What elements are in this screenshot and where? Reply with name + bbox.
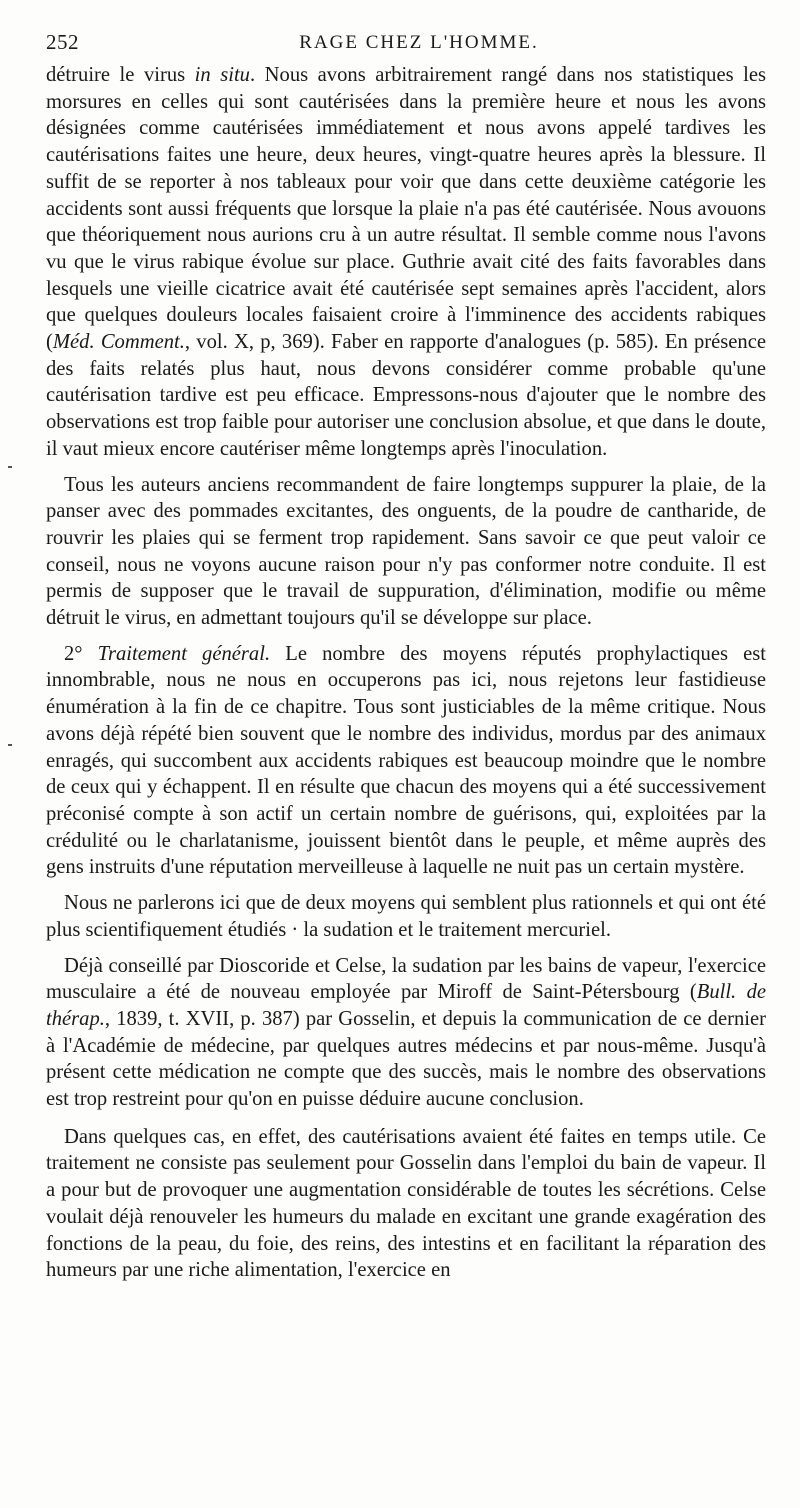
text-run: Déjà conseillé par Dioscoride et Celse, la sudation par les bains de vapeur, l'exercice musculaire a été de nouveau employée par Miroff de Saint-Pétersbourg (: [46, 954, 766, 1004]
margin-speck: [8, 744, 12, 746]
italic-run: in situ: [194, 64, 250, 86]
text-run: 2°: [64, 642, 98, 665]
text-run: Le nombre des moyens réputés prophylactiques est innombrable, nous ne nous en occuperons pas ici, nous rejetons leur fastidieuse énumération à la fin de ce chapitre. Tous sont justiciables de la même critique. Nous avons déjà répété bien souvent que le nombre des individus, mordus par des animaux enragés, qui succombent aux accidents rabiques est beaucoup moindre que le nombre de ceux qui y échappent. Il en résulte que chacun des moyens qui a été successivement préconisé compte à son actif un certain nombre de guérisons, qui, exploitées par la crédulité ou le charlatanisme, jouissent bientôt dans le peuple, et même auprès des gens instruits d'une réputation merveilleuse à laquelle ne nuit pas un certain mystère.: [46, 642, 767, 879]
paragraph-deux-moyens: Nous ne parlerons ici que de deux moyens qui semblent plus rationnels et qui ont été plus scientifiquement étudiés · la sudation et le traitement mercuriel.: [46, 892, 766, 941]
paragraph-secretions: Dans quelques cas, en effet, des cautérisations avaient été faites en temps utile. Ce traitement ne consiste pas seulement pour Gosselin dans l'emploi du bain de vapeur. Il a pour but de provoquer une augmentation considérable de toutes les sécrétions. Celse voulait déjà renouveler les humeurs du malade en excitant une grande exagération des fonctions de la peau, du foie, des reins, des intestins et en facilitant la réparation des humeurs par une riche alimentation, l'exercice en: [46, 1125, 766, 1282]
margin-speck: [8, 466, 12, 468]
italic-citation: Méd. Comment.: [52, 331, 185, 354]
section-heading-italic: Traitement général.: [97, 642, 271, 665]
paragraph-traitement-general: [46, 641, 766, 881]
paragraph-suppuration: Tous les auteurs anciens recommandent de faire longtemps suppurer la plaie, de la panser avec des pommades excitantes, des onguents, de la poudre de cantharide, de rouvrir les plaies qui se ferment trop rapidement. Sans savoir ce que peut valoir ce conseil, nous ne voyons aucune raison pour n'y pas conformer notre conduite. Il est permis de supposer que le travail de suppuration, d'élimination, modifie ou même détruit le virus, en admettant toujours qu'il se développe sur place.: [46, 473, 766, 630]
italic-citation: Bull. de thérap.: [46, 981, 767, 1030]
text-run: , vol. X, p, 369). Faber en rapporte d'analogues (p. 585). En présence des faits relatés plus haut, nous devons considérer comme probable qu'une cautérisation tardive est peu efficace. Empressons-nous d'ajouter que le nombre des observations est trop faible pour autoriser une conclusion absolue, et que dans le doute, il vaut mieux encore cautériser même longtemps après l'inoculation.: [46, 331, 766, 460]
paragraph-cauterisation: [46, 62, 766, 463]
page-header: [46, 30, 762, 58]
text-run: détruire le virus: [46, 64, 195, 86]
text-run: , 1839, t. XVII, p. 387) par Gosselin, et depuis la communication de ce dernier à l'Académie de médecine, par quelques autres médecins et par nous-même. Jusqu'à présent cette médication ne compte que des succès, mais le nombre des observations est trop restreint pour qu'on en puisse déduire aucune conclusion.: [46, 1007, 766, 1111]
text-run: . Nous avons arbitrairement rangé dans nos statistiques les morsures en celles qui sont cautérisées dans la première heure et nous les avons désignées comme cautérisées immédiatement et nous avons appelé tardives les cautérisations faites une heure, deux heures, vingt-quatre heures après la blessure. Il suffit de se reporter à nos tableaux pour voir que dans cette deuxième catégorie les accidents sont aussi fréquents que lorsque la plaie n'a pas été cautérisée. Nous avouons que théoriquement nous aurions cru à un autre résultat. Il semble comme nous l'avons vu que le virus rabique évolue sur place. Guthrie avait cité des faits favorables dans lesquels une vieille cicatrice avait été cautérisée sept semaines après l'accident, alors que quelques douleurs locales faisaient croire à l'imminence des accidents rabiques (: [46, 64, 767, 354]
page-number: 252: [46, 30, 79, 54]
paragraph-sudation: [46, 953, 766, 1113]
running-head: RAGE CHEZ L'HOMME.: [299, 32, 539, 53]
body-text: [46, 62, 766, 1284]
